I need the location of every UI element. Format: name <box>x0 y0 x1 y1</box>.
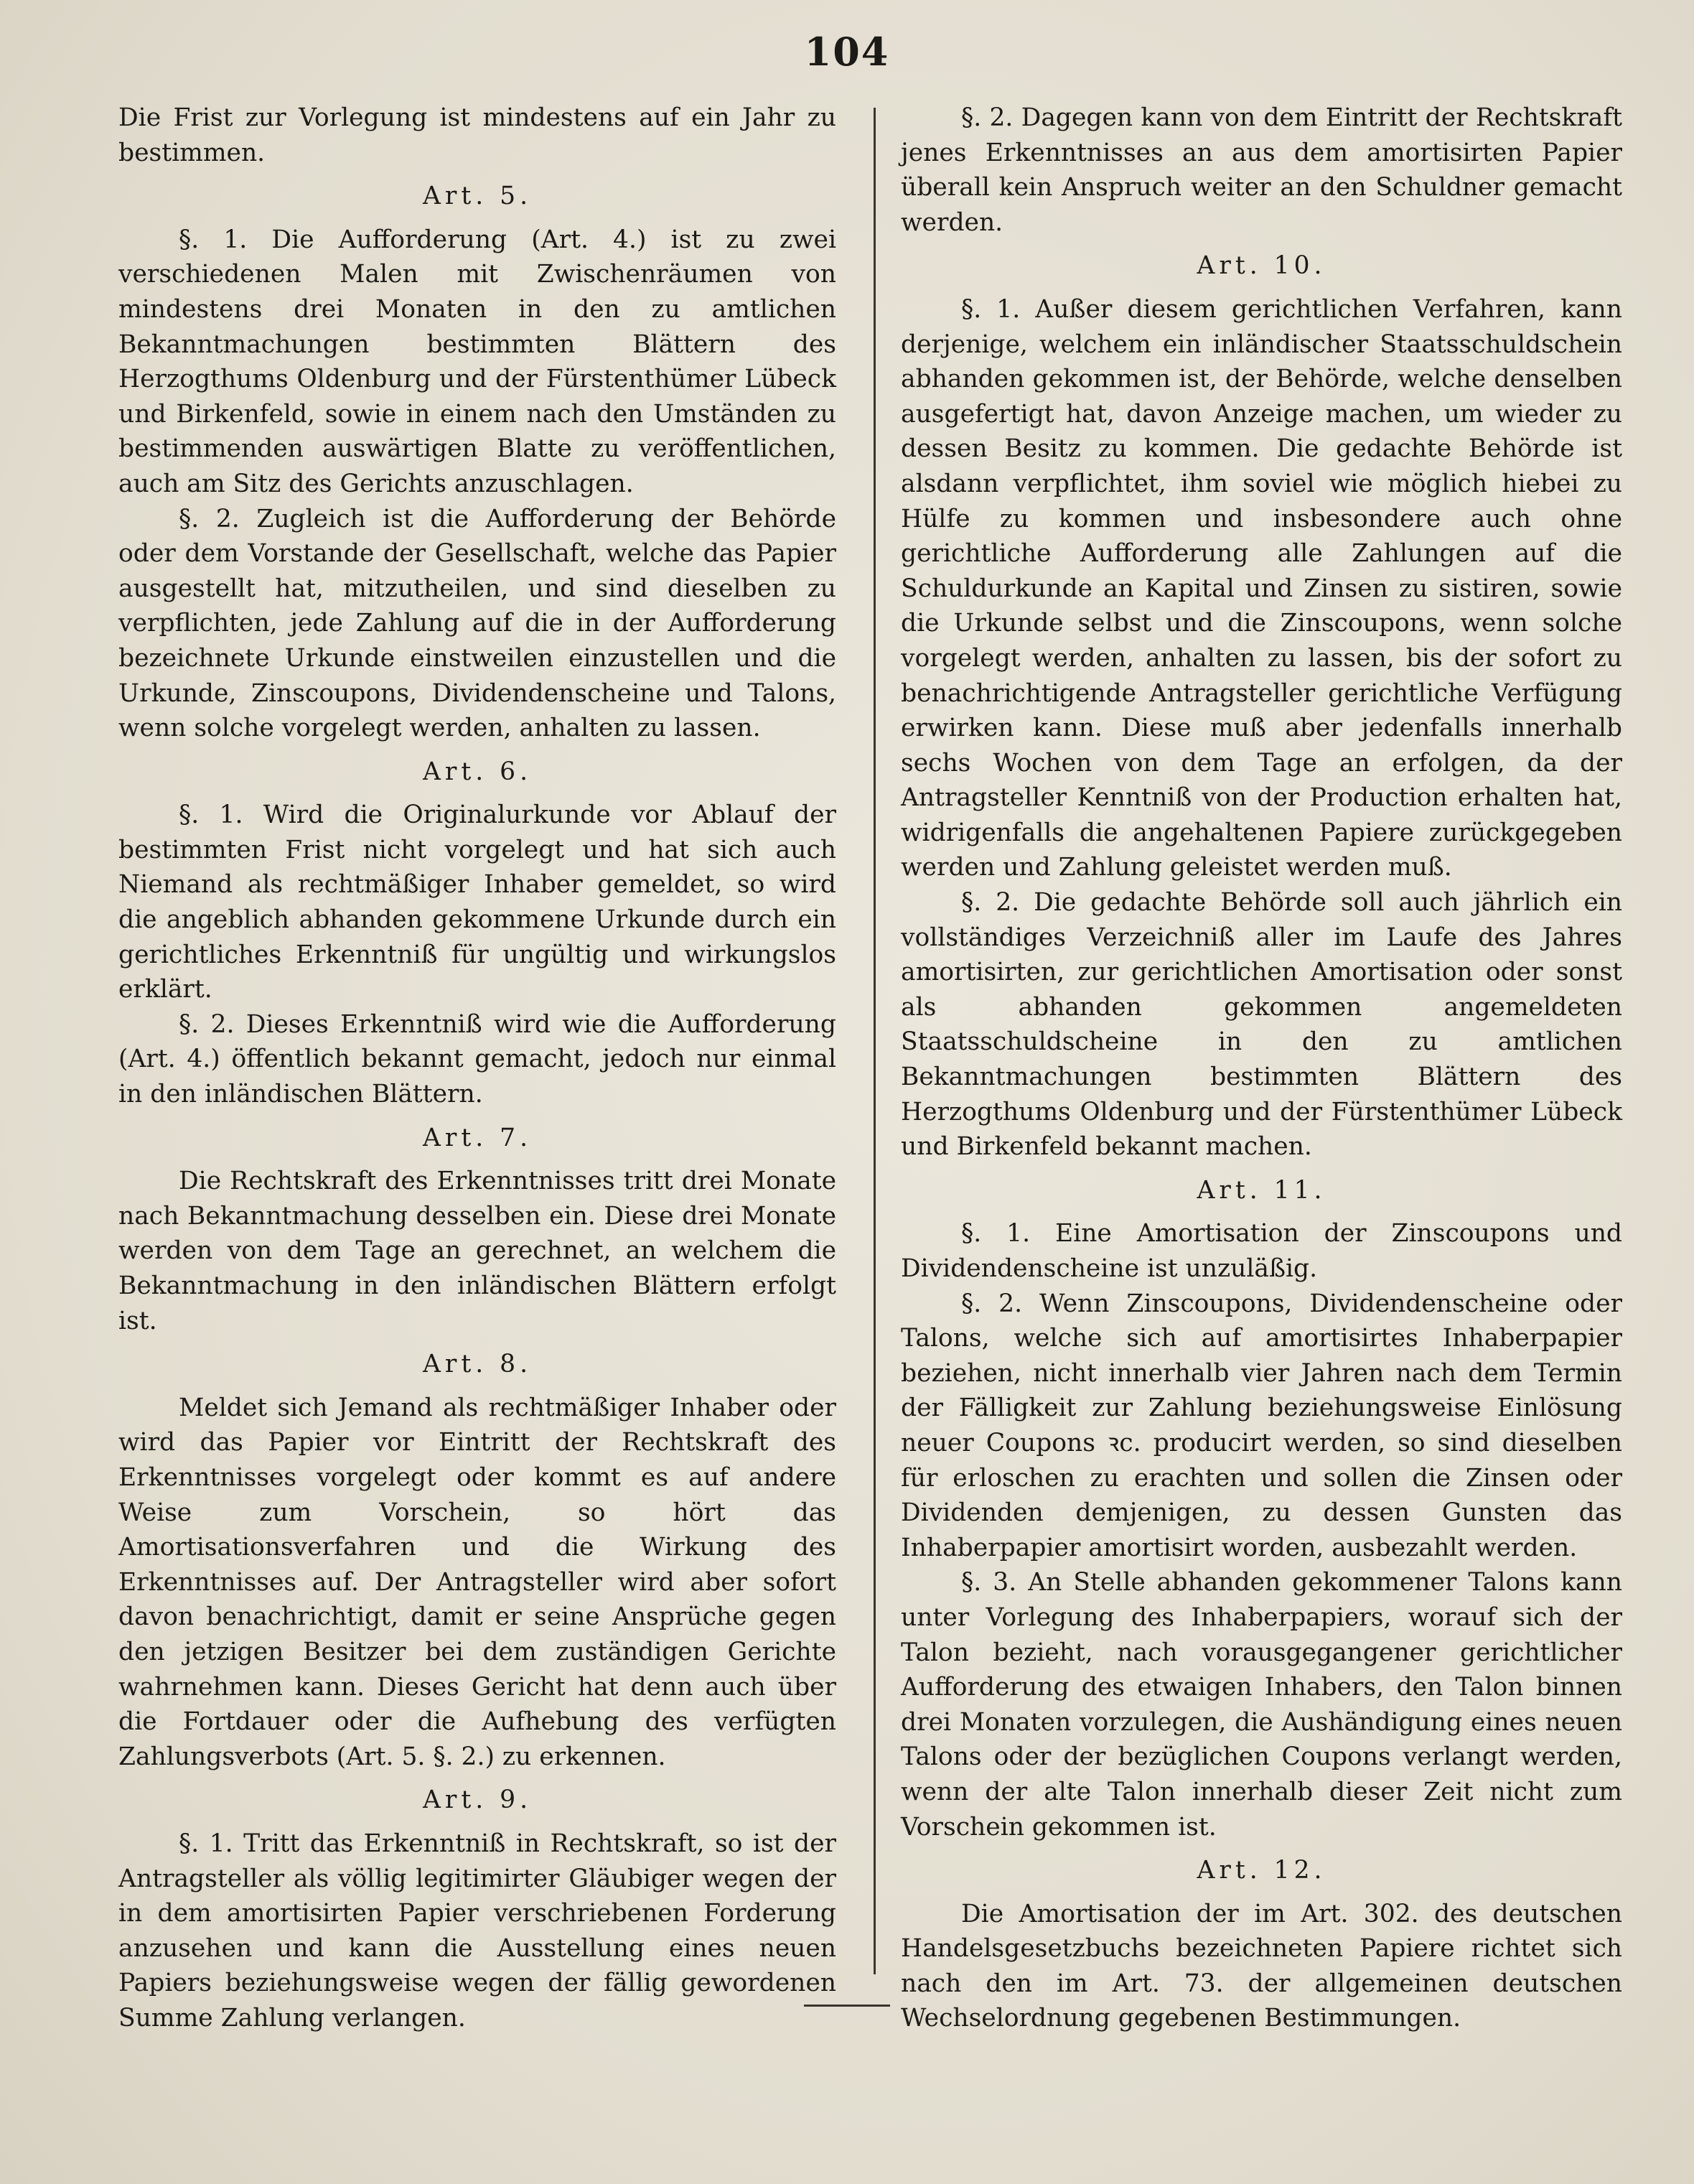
article-heading: Art. 8. <box>422 1350 533 1379</box>
paragraph: §. 1. Die Aufforderung (Art. 4.) ist zu zwei verschiedenen Malen mit Zwischenräumen von mindestens drei Monaten in den zu amtlichen Bekanntmachungen bestimmten Blättern des Herzogthums Oldenburg und der Fürstenthümer Lübeck und Birkenfeld, sowie in einem nach den Umständen zu bestimmenden auswärtigen Blatte zu veröffentlichen, auch am Sitz des Gerichts anzuschlagen. <box>118 225 836 498</box>
article-heading: Art. 6. <box>422 757 533 786</box>
left-column <box>118 101 836 2035</box>
column-divider <box>874 108 876 1974</box>
paragraph: Die Frist zur Vorlegung ist mindestens auf ein Jahr zu bestimmen. <box>118 103 836 167</box>
article-heading: Art. 11. <box>1197 1175 1326 1205</box>
paragraph: §. 2. Dagegen kann von dem Eintritt der Rechtskraft jenes Erkenntnisses an aus dem amortisirten Papier überall kein Anspruch weiter an den Schuldner gemacht werden. <box>901 103 1622 237</box>
paragraph: §. 1. Außer diesem gerichtlichen Verfahren, kann derjenige, welchem ein inländischer Staatsschuldschein abhanden gekommen ist, der Behörde, welche denselben ausgefertigt hat, davon Anzeige machen, um wieder zu dessen Besitz zu kommen. Die gedachte Behörde ist alsdann verpflichtet, ihm soviel wie möglich hiebei zu Hülfe zu kommen und insbesondere auch ohne gerichtliche Aufforderung alle Zahlungen auf die Schuldurkunde an Kapital und Zinsen zu sistiren, sowie die Urkunde selbst und die Zinscoupons, wenn solche vorgelegt werden, anhalten zu lassen, bis der sofort zu benachrichtigende Antragsteller gerichtliche Verfügung erwirken kann. Diese muß aber jedenfalls innerhalb sechs Wochen von dem Tage an erfolgen, da der Antragsteller Kenntniß von der Production erhalten hat, widrigenfalls die angehaltenen Papiere zurückgegeben werden und Zahlung geleistet werden muß. <box>901 294 1622 882</box>
paragraph: Die Rechtskraft des Erkenntnisses tritt drei Monate nach Bekanntmachung desselben ein. Diese drei Monate werden von dem Tage an gerechnet, an welchem die Bekanntmachung in den inländischen Blättern erfolgt ist. <box>118 1167 836 1335</box>
paragraph: §. 2. Zugleich ist die Aufforderung der Behörde oder dem Vorstande der Gesellschaft, welche das Papier ausgestellt hat, mitzutheilen, und sind dieselben zu verpflichten, jede Zahlung auf die in der Aufforderung bezeichnete Urkunde einstweilen einzustellen und die Urkunde, Zinscoupons, Dividendenscheine und Talons, wenn solche vorgelegt werden, anhalten zu lassen. <box>118 504 836 743</box>
article-heading: Art. 7. <box>422 1123 533 1152</box>
paragraph: §. 2. Wenn Zinscoupons, Dividendenscheine oder Talons, welche sich auf amortisirtes Inhaberpapier beziehen, nicht innerhalb vier Jahren nach dem Termin der Fälligkeit zur Zahlung beziehungsweise Einlösung neuer Coupons ꝛc. producirt werden, so sind dieselben für erloschen zu erachten und sollen die Zinsen oder Dividenden demjenigen, zu dessen Gunsten das Inhaberpapier amortisirt worden, ausbezahlt werden. <box>901 1289 1622 1562</box>
article-heading: Art. 5. <box>422 182 533 211</box>
paragraph: §. 2. Die gedachte Behörde soll auch jährlich ein vollständiges Verzeichniß aller im Laufe des Jahres amortisirten, zur gerichtlichen Amortisation oder sonst als abhanden gekommen angemeldeten Staatsschuldscheine in den zu amtlichen Bekanntmachungen bestimmten Blättern des Herzogthums Oldenburg und der Fürstenthümer Lübeck und Birkenfeld bekannt machen. <box>901 888 1622 1162</box>
paragraph: §. 3. An Stelle abhanden gekommener Talons kann unter Vorlegung des Inhaberpapiers, worauf sich der Talon bezieht, nach vorausgegangener gerichtlicher Aufforderung des etwaigen Inhabers, den Talon binnen drei Monaten vorzulegen, die Aushändigung eines neuen Talons oder der bezüglichen Coupons verlangt werden, wenn der alte Talon innerhalb dieser Zeit nicht zum Vorschein gekommen ist. <box>901 1568 1622 1842</box>
paragraph: Die Amortisation der im Art. 302. des deutschen Handelsgesetzbuchs bezeichneten Papiere richtet sich nach den im Art. 73. der allgemeinen deutschen Wechselordnung gegebenen Bestimmungen. <box>901 1899 1622 2033</box>
paragraph: §. 1. Wird die Originalurkunde vor Ablauf der bestimmten Frist nicht vorgelegt und hat sich auch Niemand als rechtmäßiger Inhaber gemeldet, so wird die angeblich abhanden gekommene Urkunde durch ein gerichtliches Erkenntniß für ungültig und wirkungslos erklärt. <box>118 801 836 1004</box>
paragraph: §. 1. Tritt das Erkenntniß in Rechtskraft, so ist der Antragsteller als völlig legitimirter Gläubiger wegen der in dem amortisirten Papier verschriebenen Forderung anzusehen und kann die Ausstellung eines neuen Papiers beziehungsweise wegen der fällig gewordenen Summe Zahlung verlangen. <box>118 1829 836 2033</box>
bottom-rule <box>804 2005 890 2007</box>
paragraph: §. 1. Eine Amortisation der Zinscoupons und Dividendenscheine ist unzuläßig. <box>901 1219 1622 1283</box>
right-column <box>901 101 1622 2036</box>
paragraph: Meldet sich Jemand als rechtmäßiger Inhaber oder wird das Papier vor Eintritt der Rechtskraft des Erkenntnisses vorgelegt oder kommt es auf andere Weise zum Vorschein, so hört das Amortisationsverfahren und die Wirkung des Erkenntnisses auf. Der Antragsteller wird aber sofort davon benachrichtigt, damit er seine Ansprüche gegen den jetzigen Besitzer bei dem zuständigen Gerichte wahrnehmen kann. Dieses Gericht hat denn auch über die Fortdauer oder die Aufhebung des verfügten Zahlungsverbots (Art. 5. §. 2.) zu erkennen. <box>118 1393 836 1771</box>
paragraph: §. 2. Dieses Erkenntniß wird wie die Aufforderung (Art. 4.) öffentlich bekannt gemacht, jedoch nur einmal in den inländischen Blättern. <box>118 1009 836 1109</box>
article-heading: Art. 9. <box>422 1786 533 1815</box>
article-heading: Art. 12. <box>1197 1856 1326 1885</box>
article-heading: Art. 10. <box>1197 251 1326 281</box>
page-number: 104 <box>804 29 890 75</box>
